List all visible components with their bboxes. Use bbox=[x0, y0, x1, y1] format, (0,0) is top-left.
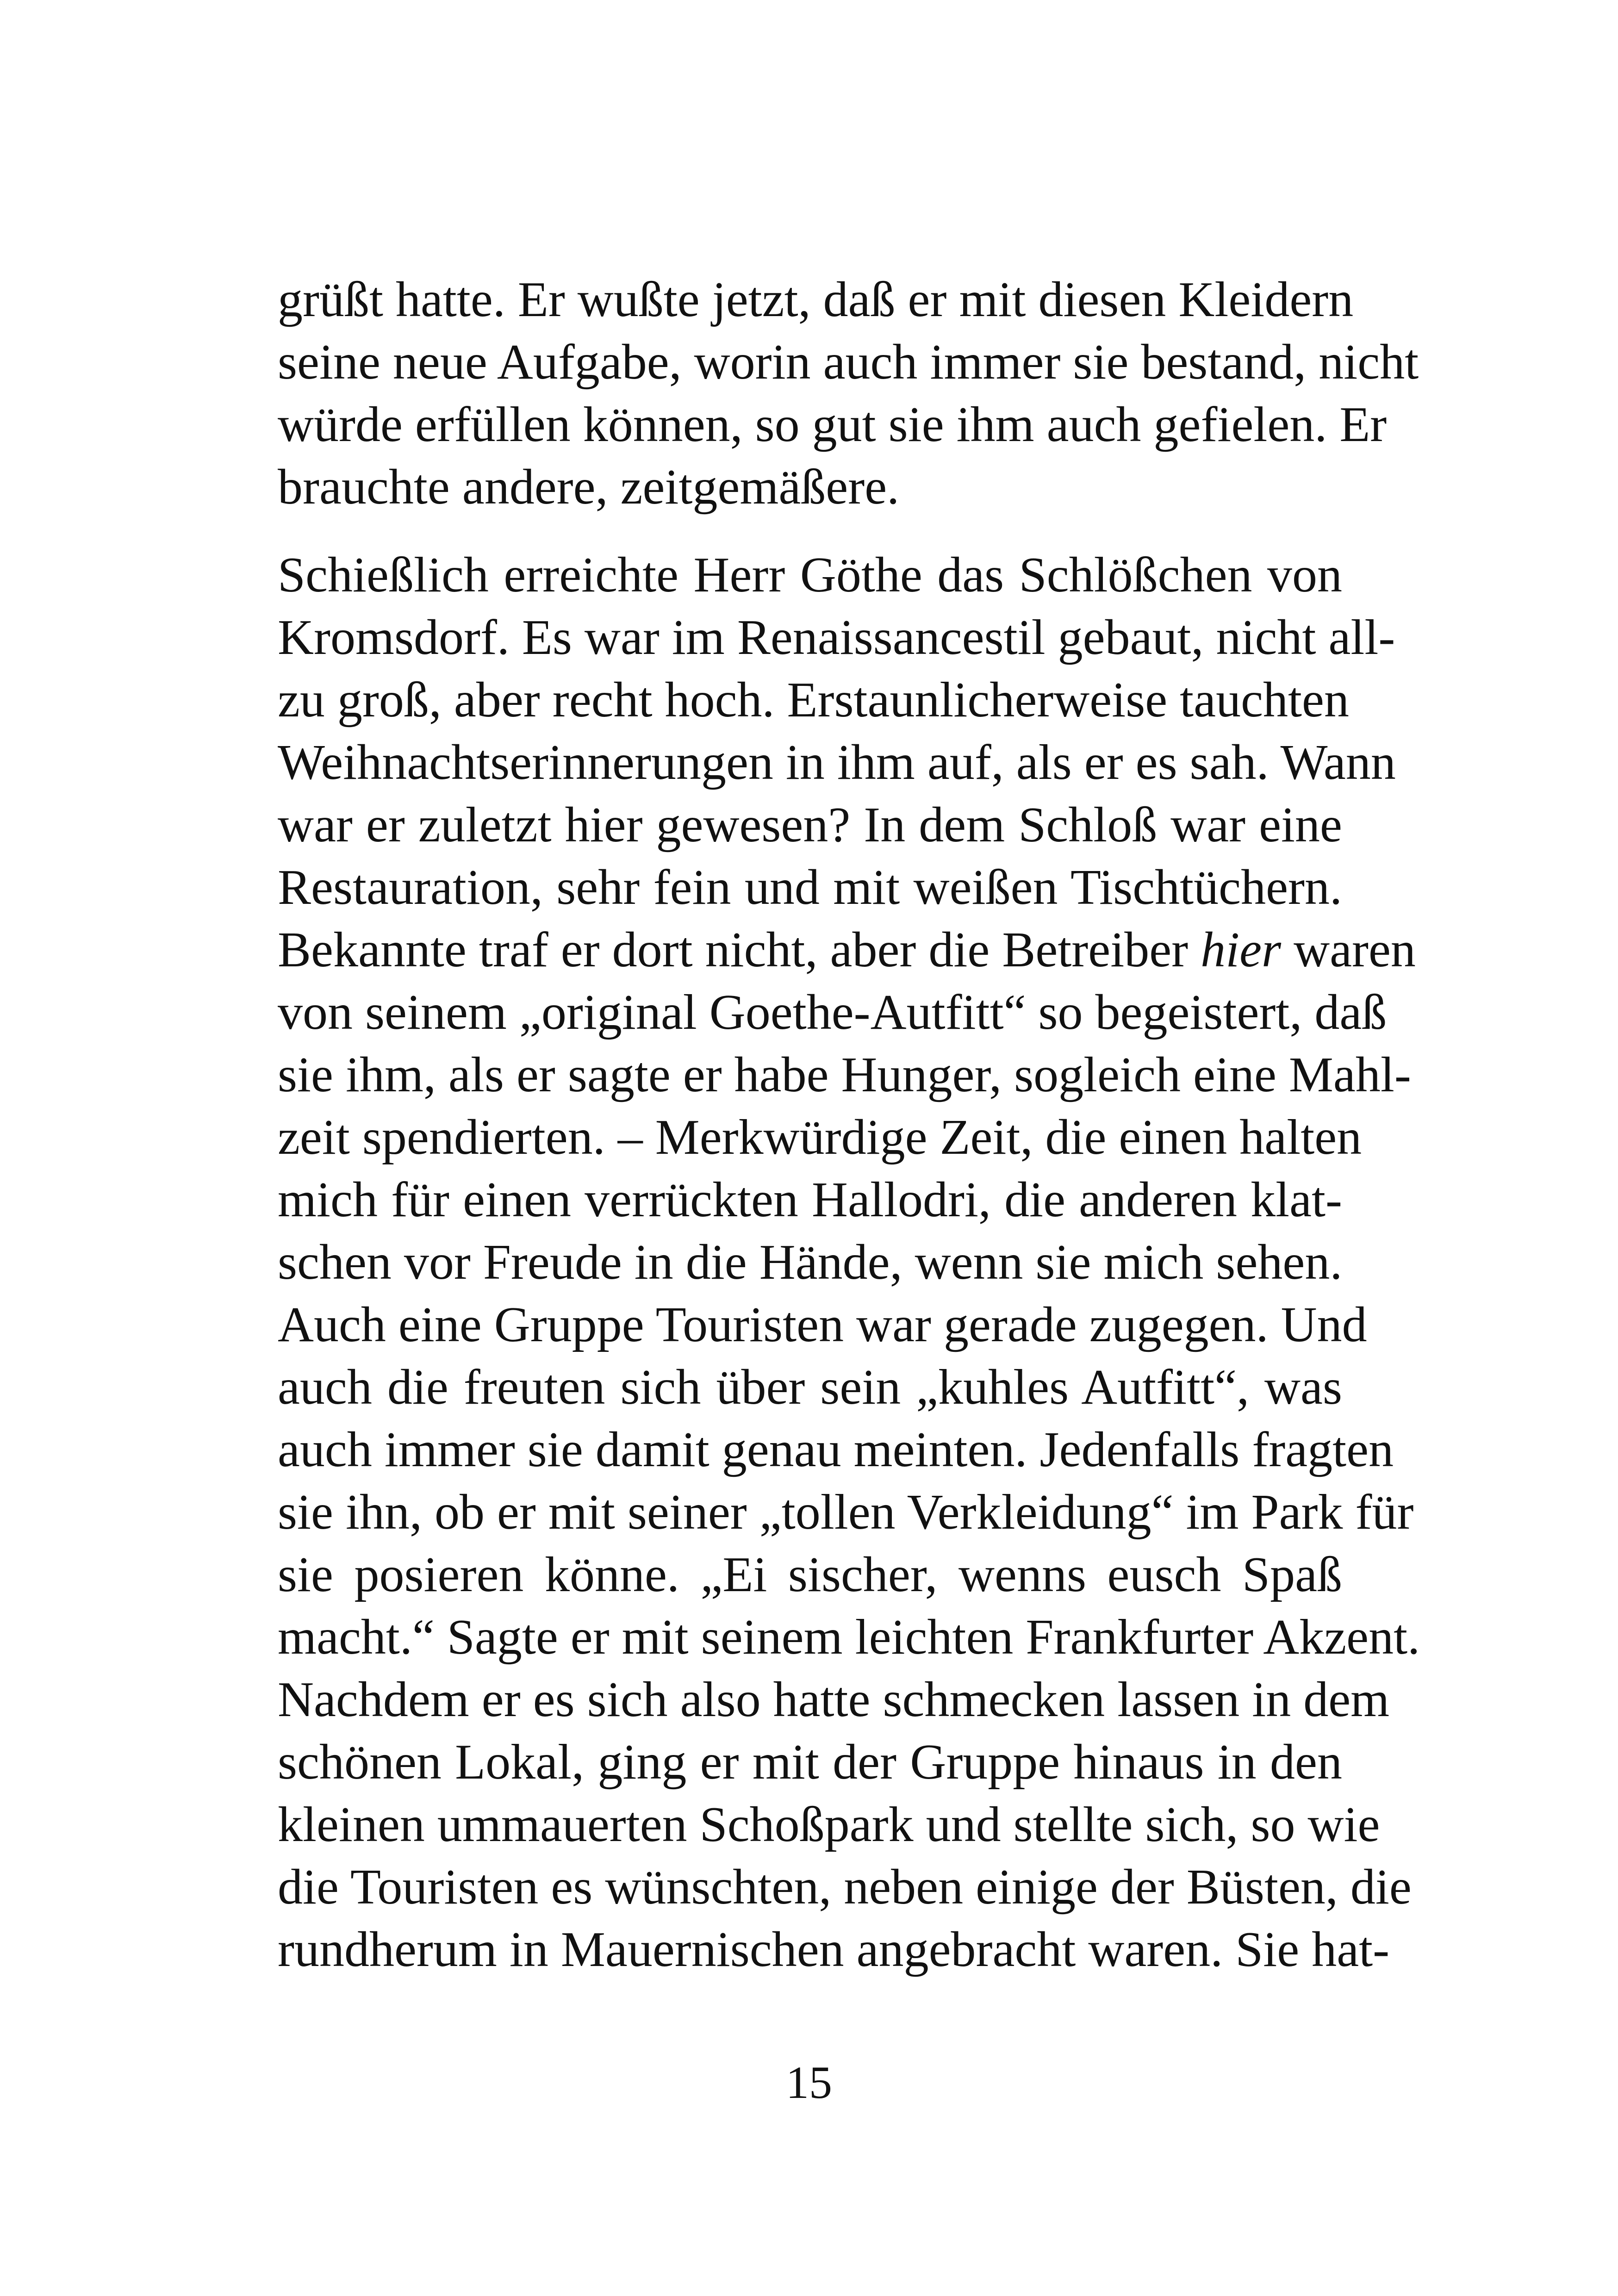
text-segment: waren bbox=[1281, 922, 1416, 977]
text-line: zu groß, aber recht hoch. Erstaunlicherweise tauchten bbox=[278, 672, 1349, 728]
text-line: sie posieren könne. „Ei sischer, wenns eusch Spaß bbox=[278, 1547, 1342, 1602]
page-number: 15 bbox=[786, 2057, 832, 2108]
text-line: auch immer sie damit genau meinten. Jedenfalls fragten bbox=[278, 1422, 1394, 1477]
text-line-with-emphasis bbox=[278, 919, 1416, 981]
text-line: sie ihm, als er sagte er habe Hunger, sogleich eine Mahl- bbox=[278, 1047, 1411, 1102]
text-line: war er zuletzt hier gewesen? In dem Schloß war eine bbox=[278, 797, 1342, 852]
text-line: schönen Lokal, ging er mit der Gruppe hinaus in den bbox=[278, 1735, 1342, 1790]
body-text bbox=[278, 268, 1420, 1981]
text-line: auch die freuten sich über sein „kuhles Autfitt“, was bbox=[278, 1360, 1342, 1415]
paragraph-gap bbox=[278, 518, 1342, 544]
text-line: zeit spendierten. – Merkwürdige Zeit, die einen halten bbox=[278, 1110, 1362, 1165]
emphasized-word: hier bbox=[1201, 922, 1282, 977]
text-line: Restauration, sehr fein und mit weißen Tischtüchern. bbox=[278, 860, 1342, 915]
text-segment: Bekannte traf er dort nicht, aber die Betreiber bbox=[278, 922, 1201, 977]
text-line: rundherum in Mauernischen angebracht waren. Sie hat- bbox=[278, 1922, 1390, 1977]
text-line: grüßt hatte. Er wußte jetzt, daß er mit diesen Kleidern bbox=[278, 272, 1354, 327]
text-line: die Touristen es wünschten, neben einige der Büsten, die bbox=[278, 1860, 1412, 1915]
text-line: Auch eine Gruppe Touristen war gerade zugegen. Und bbox=[278, 1297, 1367, 1352]
text-line: sie ihn, ob er mit seiner „tollen Verkleidung“ im Park für bbox=[278, 1485, 1414, 1540]
paragraph-1 bbox=[278, 268, 1419, 518]
text-line: kleinen ummauerten Schoßpark und stellte sich, so wie bbox=[278, 1797, 1380, 1852]
paragraph-2 bbox=[278, 544, 1420, 1981]
text-line: würde erfüllen können, so gut sie ihm auch gefielen. Er bbox=[278, 397, 1387, 452]
text-line: Kromsdorf. Es war im Renaissancestil gebaut, nicht all- bbox=[278, 610, 1395, 665]
text-line: seine neue Aufgabe, worin auch immer sie bestand, nicht bbox=[278, 335, 1419, 390]
text-line: von seinem „original Goethe-Autfitt“ so begeistert, daß bbox=[278, 985, 1387, 1040]
text-line: Nachdem er es sich also hatte schmecken lassen in dem bbox=[278, 1672, 1390, 1727]
text-line: schen vor Freude in die Hände, wenn sie mich sehen. bbox=[278, 1235, 1343, 1290]
text-line: macht.“ Sagte er mit seinem leichten Frankfurter Akzent. bbox=[278, 1610, 1420, 1665]
text-line: Weihnachtserinnerungen in ihm auf, als er es sah. Wann bbox=[278, 735, 1396, 790]
text-line: brauchte andere, zeitgemäßere. bbox=[278, 460, 900, 515]
text-line: Schießlich erreichte Herr Göthe das Schlößchen von bbox=[278, 548, 1342, 603]
text-line: mich für einen verrückten Hallodri, die anderen klat- bbox=[278, 1172, 1342, 1227]
